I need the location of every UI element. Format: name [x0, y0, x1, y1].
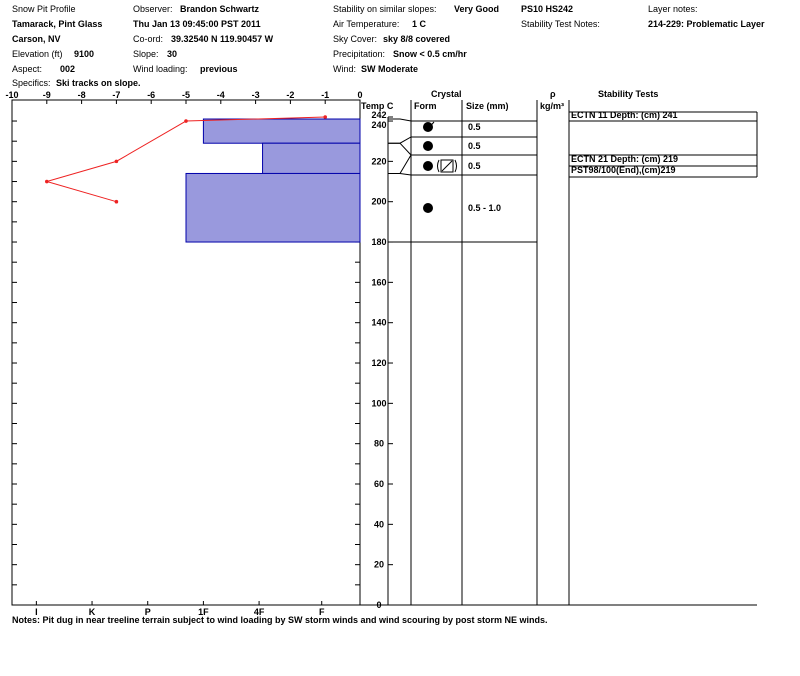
sky-label: Sky Cover: [333, 34, 378, 44]
rounded-grain-icon [423, 203, 433, 213]
depth-tick-label: 200 [371, 196, 387, 207]
temp-tick-label: -7 [112, 90, 121, 100]
form-column-header: Form [414, 101, 437, 111]
hardness-layers [186, 119, 360, 242]
depth-tick-label: 220 [371, 156, 387, 167]
location: Tamarack, Pint Glass [12, 19, 103, 29]
temp-tick-label: 0 [357, 90, 363, 100]
temperature-point [115, 160, 119, 164]
hardness-label: I [35, 607, 38, 617]
depth-tick-label: 120 [371, 358, 387, 369]
depth-tick-label: 240 [371, 120, 387, 131]
temp-tick-label: -3 [251, 90, 260, 100]
rounded-grain-icon [423, 141, 433, 151]
air-temp-label: Air Temperature: [333, 19, 400, 29]
air-temp-value: 1 C [412, 19, 427, 29]
stability-tests-column-header: Stability Tests [598, 89, 659, 99]
temp-tick-label: -10 [5, 90, 19, 100]
aspect-value: 002 [60, 64, 76, 74]
bracket-icon [438, 160, 440, 172]
depth-tick-label: 140 [371, 317, 387, 328]
hardness-label: F [318, 607, 325, 617]
region: Carson, NV [12, 34, 61, 44]
temp-tick-label: -9 [42, 90, 51, 100]
wind-label: Wind: [333, 64, 357, 74]
hardness-label: P [144, 607, 151, 617]
layer-notes-label: Layer notes: [648, 4, 698, 14]
depth-tick-label: 242 [371, 110, 387, 120]
density-symbol: ρ [550, 89, 556, 99]
hardness-label: 1F [198, 607, 209, 617]
crystal-size: 0.5 [468, 141, 481, 151]
depth-tick-label: 180 [371, 237, 387, 248]
layer-boundary [388, 143, 411, 155]
temp-tick-label: -4 [216, 90, 225, 100]
hardness-label: 4F [253, 607, 265, 617]
wind-loading-label: Wind loading: [133, 64, 188, 74]
depth-tick-label: 60 [373, 479, 385, 490]
ps-hs: PS10 HS242 [521, 4, 574, 14]
temperature-point [115, 200, 119, 204]
temperature-point [323, 115, 327, 119]
rounded-grain-icon [423, 161, 433, 171]
temp-tick-label: -2 [286, 90, 295, 100]
bracket-icon [455, 160, 457, 172]
stability-test-label: ECTN 11 Depth: (cm) 241 [571, 110, 678, 120]
size-column-header: Size (mm) [466, 101, 509, 111]
slope-label: Slope: [133, 49, 159, 59]
sky-value: sky 8/8 covered [383, 34, 451, 44]
density-unit: kg/m³ [540, 101, 565, 111]
depth-tick-label: 160 [371, 277, 387, 288]
stability-test-notes-label: Stability Test Notes: [521, 19, 600, 29]
faceted-crystal-icon [442, 161, 452, 171]
crystal-column-header: Crystal [431, 89, 462, 99]
profile-title: Snow Pit Profile [12, 4, 76, 14]
coord-label: Co-ord: [133, 34, 164, 44]
wind-loading-value: previous [200, 64, 238, 74]
hardness-layer [203, 119, 360, 143]
stability-test-label: ECTN 21 Depth: (cm) 219 [571, 154, 679, 164]
temperature-point [184, 119, 188, 123]
elevation-value: 9100 [74, 49, 95, 59]
specifics-value: Ski tracks on slope. [56, 78, 141, 88]
precip-label: Precipitation: [333, 49, 386, 59]
profile-table [360, 100, 757, 605]
wind-value: SW Moderate [361, 64, 419, 74]
crystal-size: 0.5 [468, 161, 481, 171]
layer-notes-value: 214-229: Problematic Layer [648, 19, 765, 29]
notes: Notes: Pit dug in near treeline terrain subject to wind loading by SW storm winds and wind scouring by post storm NE winds. [12, 615, 548, 625]
crystal-size: 0.5 [468, 122, 481, 132]
depth-tick-label: 0 [376, 600, 382, 610]
temp-tick-label: -6 [147, 90, 156, 100]
coord-value: 39.32540 N 119.90457 W [171, 34, 274, 44]
observer-label: Observer: [133, 4, 173, 14]
depth-tick-label: 20 [373, 559, 385, 570]
temp-column-header: Temp C [361, 101, 394, 111]
aspect-label: Aspect: [12, 64, 43, 74]
slope-value: 30 [167, 49, 178, 59]
depth-tick-label: 40 [373, 519, 385, 530]
observer-value: Brandon Schwartz [180, 4, 260, 14]
hardness-label: K [88, 607, 96, 617]
elevation-label: Elevation (ft) [12, 49, 63, 59]
temp-tick-label: -8 [77, 90, 86, 100]
temp-tick-label: -5 [181, 90, 191, 100]
hardness-layer [186, 173, 360, 242]
stability-label: Stability on similar slopes: [333, 4, 437, 14]
hardness-layer [263, 143, 360, 173]
temp-tick-label: -1 [321, 90, 330, 100]
rounded-grain-icon [423, 122, 433, 132]
stability-test-label: PST98/100(End),(cm)219 [571, 165, 676, 175]
datetime: Thu Jan 13 09:45:00 PST 2011 [133, 19, 261, 29]
crystal-size: 0.5 - 1.0 [468, 203, 502, 213]
stability-value: Very Good [454, 4, 500, 14]
temperature-point [45, 180, 49, 184]
specifics-label: Specifics: [12, 78, 51, 88]
depth-tick-label: 100 [371, 398, 387, 409]
precip-value: Snow < 0.5 cm/hr [393, 49, 467, 59]
depth-tick-label: 80 [373, 438, 385, 449]
